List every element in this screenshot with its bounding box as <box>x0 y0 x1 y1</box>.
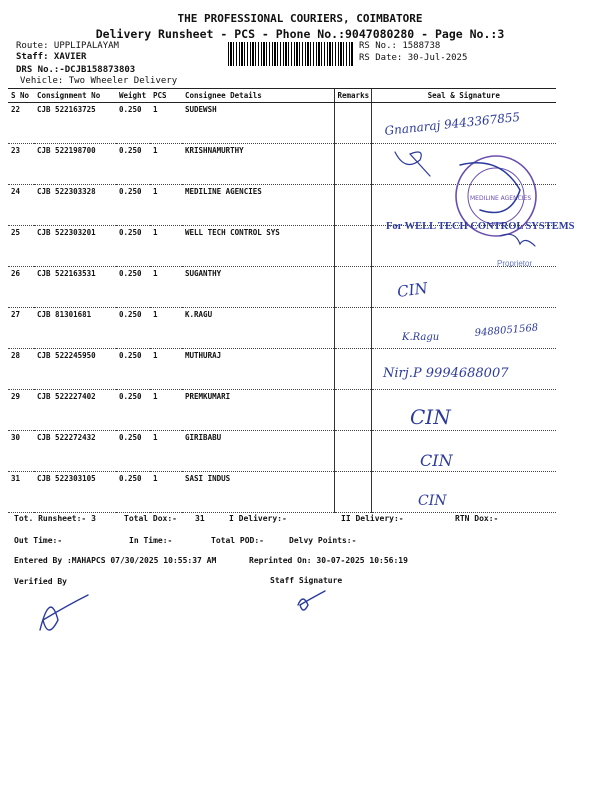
handwriting-row31: CIN <box>418 493 447 509</box>
row-consignee: SUGANTHY <box>182 267 334 308</box>
row-weight: 0.250 <box>116 308 150 349</box>
handwriting-row27-phone: 9488051568 <box>474 322 539 339</box>
row-consignment: CJB 81301681 <box>34 308 116 349</box>
row-remarks <box>334 431 371 472</box>
row-sno: 26 <box>8 267 34 308</box>
row-consignee: GIRIBABU <box>182 431 334 472</box>
entered-by: Entered By :MAHAPCS 07/30/2025 10:55:37 AM <box>14 556 217 565</box>
table-header-row <box>8 89 556 103</box>
staff-label: Staff: XAVIER <box>16 52 87 62</box>
table-row <box>8 390 556 431</box>
row-remarks <box>334 472 371 513</box>
table-row <box>8 226 556 267</box>
mediline-seal-text: MEDILINE AGENCIES <box>470 195 532 202</box>
row-pcs: 1 <box>150 390 182 431</box>
drs-number: DRS No.:-DCJB158873803 <box>16 65 136 75</box>
row-weight: 0.250 <box>116 103 150 144</box>
row-pcs: 1 <box>150 103 182 144</box>
table-row <box>8 431 556 472</box>
row-remarks <box>334 226 371 267</box>
i-delivery: I Delivery:- <box>229 514 287 523</box>
row-consignee: MEDILINE AGENCIES <box>182 185 334 226</box>
runsheet-subtitle: Delivery Runsheet - PCS - Phone No.:9047080280 - Page No.:3 <box>95 27 505 41</box>
row-pcs: 1 <box>150 349 182 390</box>
well-tech-stamp: For WELL TECH CONTROL SYSTEMS <box>386 221 575 232</box>
row-signature-cell <box>371 103 556 144</box>
row-signature-cell <box>371 267 556 308</box>
rtn-dox: RTN Dox:- <box>455 514 499 523</box>
row-sno: 31 <box>8 472 34 513</box>
row-sno: 30 <box>8 431 34 472</box>
row-remarks <box>334 267 371 308</box>
row-consignee: KRISHNAMURTHY <box>182 144 334 185</box>
table-row <box>8 267 556 308</box>
vehicle-label: Vehicle: Two Wheeler Delivery <box>20 76 178 86</box>
row-consignee: MUTHURAJ <box>182 349 334 390</box>
handwriting-row29: CIN <box>410 405 451 429</box>
row-sno: 28 <box>8 349 34 390</box>
row-pcs: 1 <box>150 431 182 472</box>
table-row <box>8 103 556 144</box>
row-remarks <box>334 349 371 390</box>
total-pod: Total POD:- <box>211 536 264 545</box>
col-seal-signature: Seal & Signature <box>371 89 556 103</box>
ii-delivery: II Delivery:- <box>341 514 404 523</box>
runsheet-table <box>8 88 556 513</box>
staff-signature-label: Staff Signature <box>270 576 343 585</box>
col-sno: S No <box>8 89 34 103</box>
table-row <box>8 308 556 349</box>
row-signature-cell <box>371 349 556 390</box>
delvy-points: Delvy Points:- <box>289 536 357 545</box>
proprietor-stamp: Proprietor <box>497 259 533 268</box>
row-signature-cell <box>371 226 556 267</box>
row-consignee: SASI INDUS <box>182 472 334 513</box>
handwriting-row26: CIN <box>396 278 429 301</box>
row-weight: 0.250 <box>116 390 150 431</box>
row-signature-cell <box>371 431 556 472</box>
table-row <box>8 472 556 513</box>
row-pcs: 1 <box>150 308 182 349</box>
reprinted-on: Reprinted On: 30-07-2025 10:56:19 <box>249 556 408 565</box>
row-sno: 25 <box>8 226 34 267</box>
row-weight: 0.250 <box>116 349 150 390</box>
col-consignment: Consignment No <box>34 89 116 103</box>
row-weight: 0.250 <box>116 267 150 308</box>
row-weight: 0.250 <box>116 226 150 267</box>
row-signature-cell <box>371 185 556 226</box>
row-signature-cell <box>371 308 556 349</box>
row-consignment: CJB 522303105 <box>34 472 116 513</box>
col-consignee: Consignee Details <box>182 89 334 103</box>
row-consignee: K.RAGU <box>182 308 334 349</box>
row-consignment: CJB 522163531 <box>34 267 116 308</box>
col-pcs: PCS <box>150 89 182 103</box>
col-weight: Weight <box>116 89 150 103</box>
handwriting-row30: CIN <box>420 451 453 470</box>
row-sno: 27 <box>8 308 34 349</box>
route-label: Route: UPPLIPALAYAM <box>16 41 119 51</box>
row-consignee: WELL TECH CONTROL SYS <box>182 226 334 267</box>
row-sno: 22 <box>8 103 34 144</box>
handwriting-row22: Gnanaraj 9443367855 <box>383 109 521 138</box>
row-signature-cell <box>371 390 556 431</box>
col-remarks: Remarks <box>334 89 371 103</box>
row-sno: 29 <box>8 390 34 431</box>
row-pcs: 1 <box>150 472 182 513</box>
row-remarks <box>334 185 371 226</box>
row-remarks <box>334 390 371 431</box>
row-weight: 0.250 <box>116 472 150 513</box>
handwriting-row27-name: K.Ragu <box>402 332 440 343</box>
row-sno: 24 <box>8 185 34 226</box>
total-dox-value: 31 <box>195 514 205 523</box>
row-consignment: CJB 522163725 <box>34 103 116 144</box>
row-sno: 23 <box>8 144 34 185</box>
handwriting-row28: Nirj.P 9994688007 <box>383 366 509 381</box>
total-dox-label: Total Dox:- <box>124 514 177 523</box>
row-consignment: CJB 522303328 <box>34 185 116 226</box>
company-title: THE PROFESSIONAL COURIERS, COIMBATORE <box>177 12 423 25</box>
row-pcs: 1 <box>150 185 182 226</box>
rs-date: RS Date: 30-Jul-2025 <box>359 53 468 63</box>
row-remarks <box>334 308 371 349</box>
row-pcs: 1 <box>150 267 182 308</box>
row-consignment: CJB 522245950 <box>34 349 116 390</box>
row-weight: 0.250 <box>116 431 150 472</box>
row-consignee: PREMKUMARI <box>182 390 334 431</box>
verified-by: Verified By <box>14 577 67 586</box>
row-consignment: CJB 522272432 <box>34 431 116 472</box>
row-pcs: 1 <box>150 144 182 185</box>
barcode <box>228 42 354 66</box>
rs-number: RS No.: 1588738 <box>359 41 441 51</box>
row-consignment: CJB 522198700 <box>34 144 116 185</box>
row-remarks <box>334 144 371 185</box>
table-row <box>8 144 556 185</box>
out-time: Out Time:- <box>14 536 63 545</box>
row-consignee: SUDEWSH <box>182 103 334 144</box>
row-pcs: 1 <box>150 226 182 267</box>
row-signature-cell <box>371 144 556 185</box>
row-remarks <box>334 103 371 144</box>
staff-signature-mark <box>298 591 325 610</box>
tot-runsheet: Tot. Runsheet:- 3 <box>14 514 96 523</box>
table-row <box>8 349 556 390</box>
row-consignment: CJB 522303201 <box>34 226 116 267</box>
verifier-signature <box>40 595 88 630</box>
row-consignment: CJB 522227402 <box>34 390 116 431</box>
table-row <box>8 185 556 226</box>
in-time: In Time:- <box>129 536 173 545</box>
row-signature-cell <box>371 472 556 513</box>
row-weight: 0.250 <box>116 185 150 226</box>
row-weight: 0.250 <box>116 144 150 185</box>
